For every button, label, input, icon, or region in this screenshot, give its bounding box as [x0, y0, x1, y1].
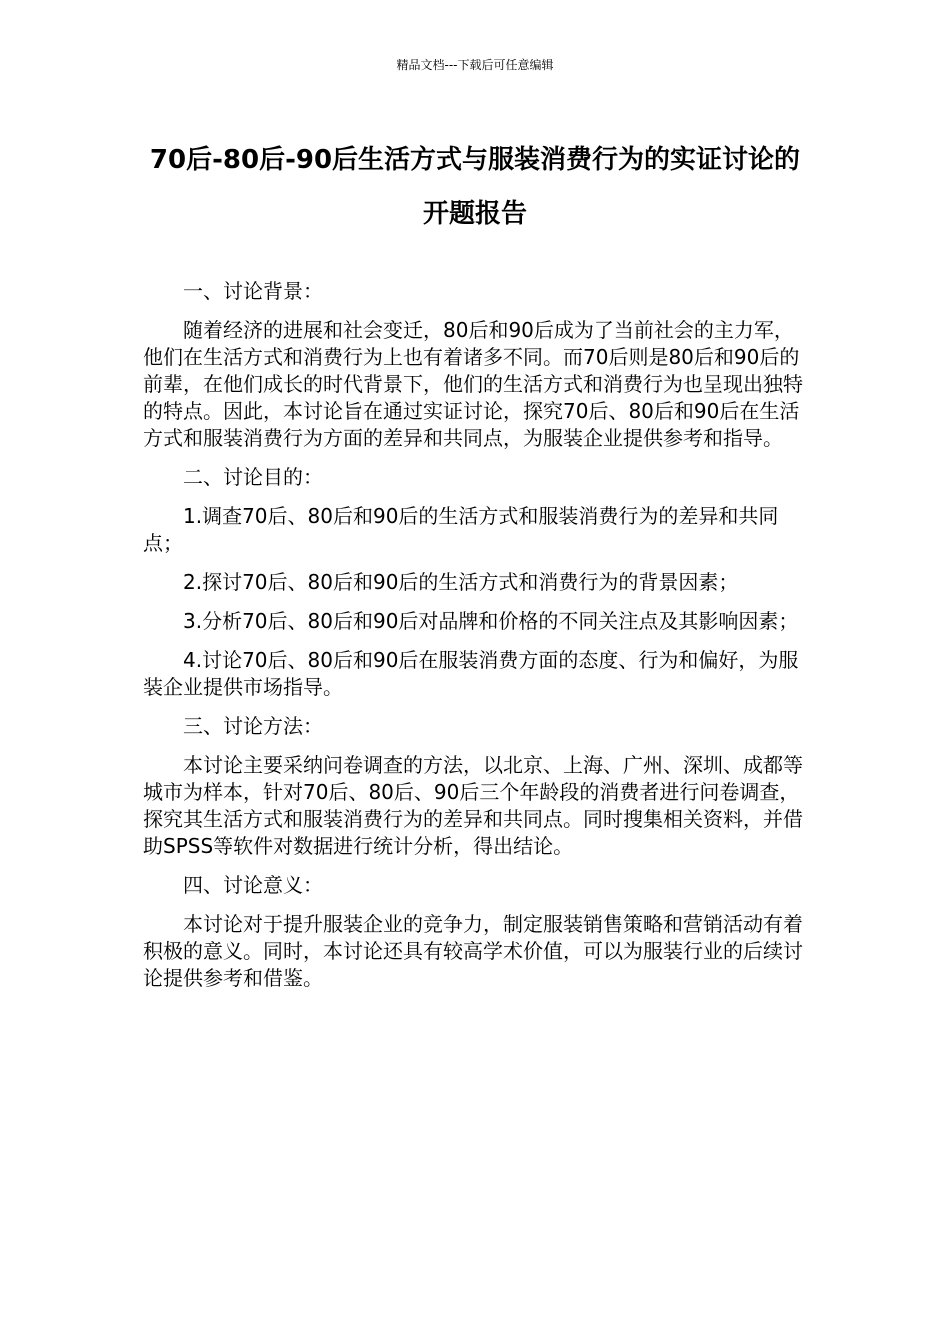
objective-item-1: 1.调查70后、80后和90后的生活方式和服装消费行为的差异和共同点； [143, 504, 779, 555]
section-heading-significance: 四、讨论意义： [183, 873, 323, 897]
paragraph-background: 随着经济的进展和社会变迁，80后和90后成为了当前社会的主力军，他们在生活方式和消费行为上也有着诸多不同。而70后则是80后和90后的前辈，在他们成长的时代背景下，他们的生活方式和消费行为也呈现出独特的特点。因此，本讨论旨在通过实证讨论，探究70后、80后和90后在生活方式和服装消费行为方面的差异和共同点，为服装企业提供参考和指导。 [143, 318, 803, 450]
page-header: 精品文档---下载后可任意编辑 [396, 58, 554, 72]
objective-item-3: 3.分析70后、80后和90后对品牌和价格的不同关注点及其影响因素； [183, 609, 799, 633]
section-heading-objectives: 二、讨论目的： [183, 465, 323, 489]
document-body [143, 278, 811, 1004]
objective-item-4: 4.讨论70后、80后和90后在服装消费方面的态度、行为和偏好，为服装企业提供市场指导。 [143, 648, 799, 699]
section-heading-background: 一、讨论背景： [183, 279, 323, 303]
section-heading-methods: 三、讨论方法： [183, 714, 323, 738]
document-title: 70后-80后-90后生活方式与服装消费行为的实证讨论的开题报告 [149, 145, 801, 229]
paragraph-significance: 本讨论对于提升服装企业的竞争力，制定服装销售策略和营销活动有着积极的意义。同时，本讨论还具有较高学术价值，可以为服装行业的后续讨论提供参考和借鉴。 [143, 912, 803, 990]
paragraph-methods: 本讨论主要采纳问卷调查的方法，以北京、上海、广州、深圳、成都等城市为样本，针对70后、80后、90后三个年龄段的消费者进行问卷调查，探究其生活方式和服装消费行为的差异和共同点。同时搜集相关资料，并借助SPSS等软件对数据进行统计分析，得出结论。 [143, 753, 803, 858]
objective-item-2: 2.探讨70后、80后和90后的生活方式和消费行为的背景因素； [183, 570, 739, 594]
